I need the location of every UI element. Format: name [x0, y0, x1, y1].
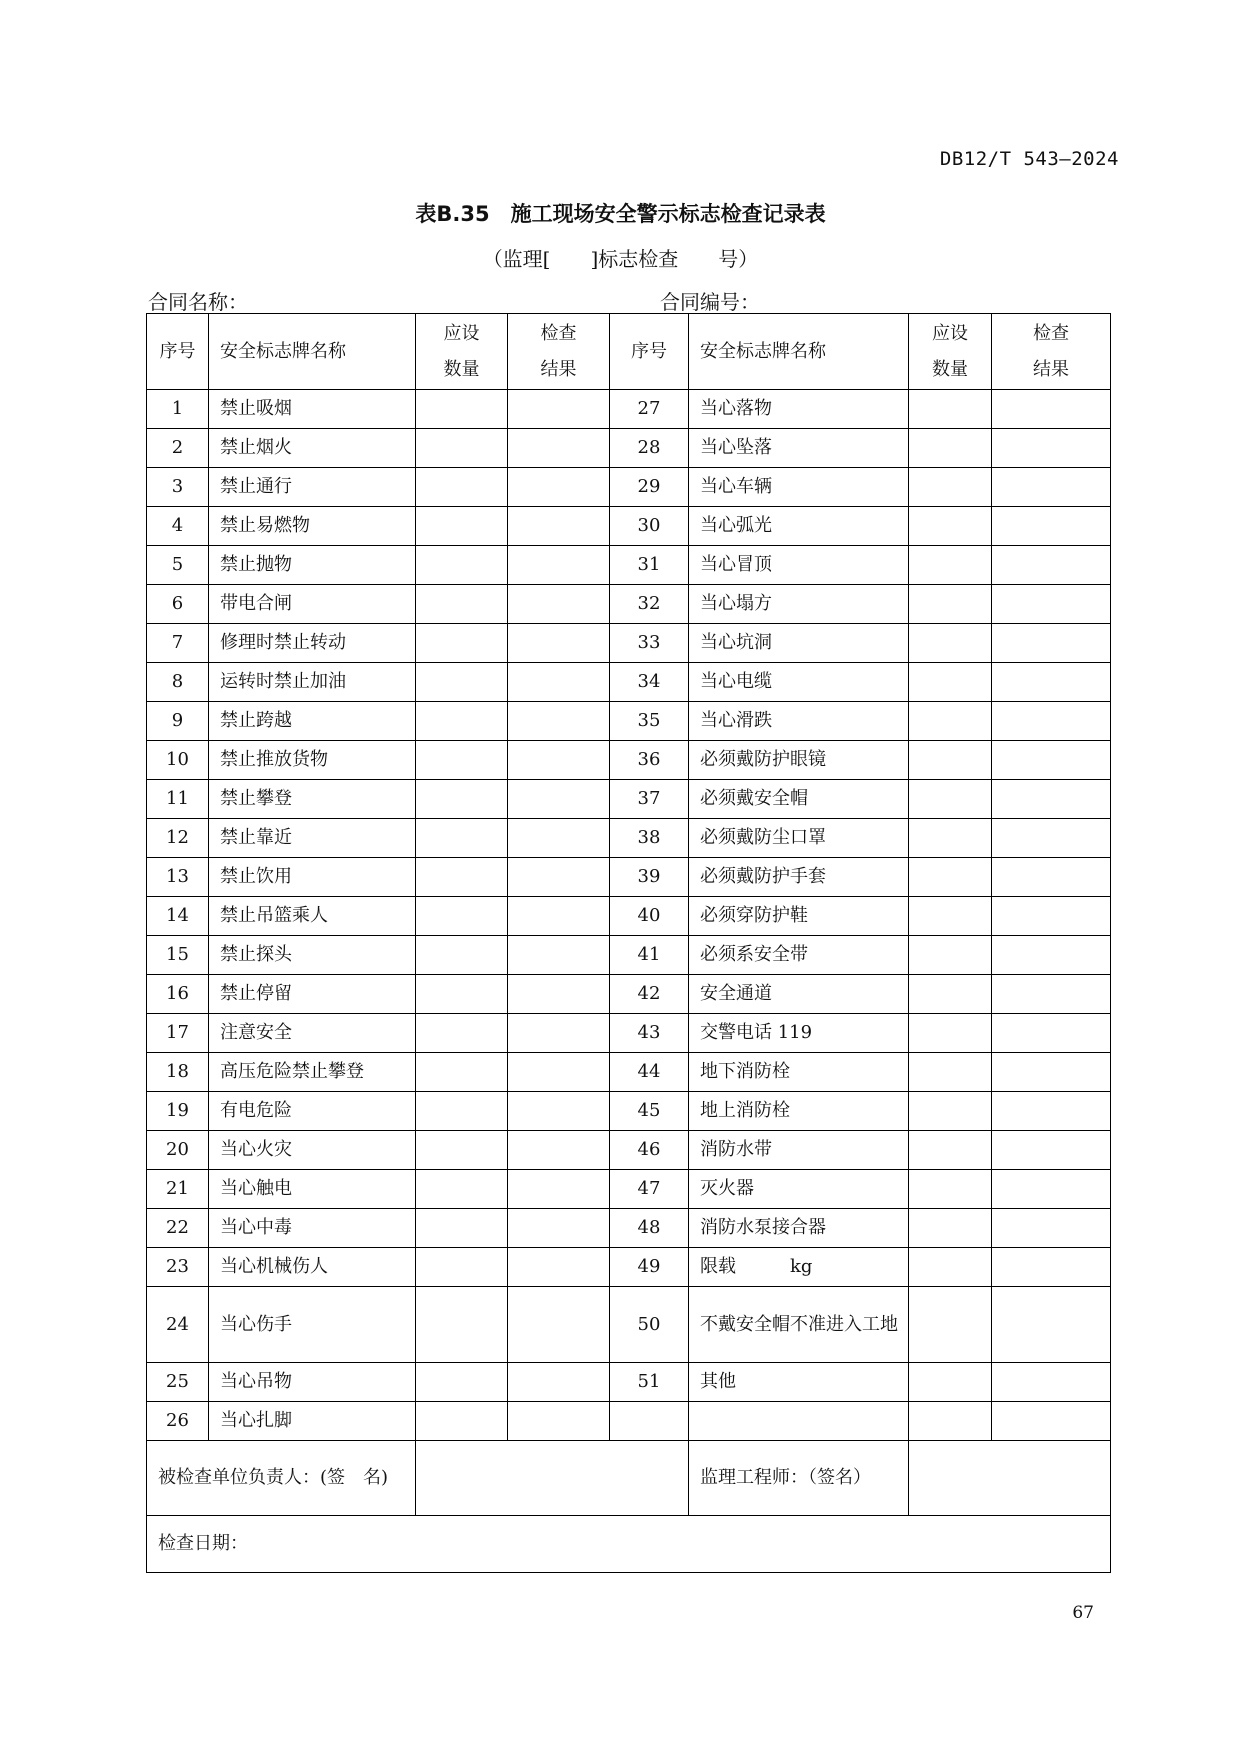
right-sign-name-cell: 当心塌方 — [689, 585, 909, 624]
left-seq-cell: 13 — [147, 858, 209, 897]
table-row — [147, 390, 1111, 429]
left-sign-name-cell: 当心中毒 — [209, 1209, 416, 1248]
left-seq-cell: 12 — [147, 819, 209, 858]
table-row — [147, 1402, 1111, 1441]
col-result-left — [508, 314, 610, 390]
left-quantity-cell[interactable] — [416, 468, 508, 507]
right-result-cell[interactable] — [992, 897, 1111, 936]
table-row — [147, 819, 1111, 858]
right-seq-cell: 29 — [610, 468, 689, 507]
left-result-cell[interactable] — [508, 663, 610, 702]
left-quantity-cell[interactable] — [416, 1014, 508, 1053]
left-sign-name-cell: 当心火灾 — [209, 1131, 416, 1170]
left-quantity-cell[interactable] — [416, 1092, 508, 1131]
right-quantity-cell[interactable] — [909, 507, 992, 546]
right-sign-name-cell: 必须戴安全帽 — [689, 780, 909, 819]
table-subtitle: （监理[ ]标志检查 号） — [482, 247, 759, 271]
left-result-cell[interactable] — [508, 1287, 610, 1363]
right-quantity-cell[interactable] — [909, 585, 992, 624]
table-title: 表B.35 施工现场安全警示标志检查记录表 — [415, 202, 826, 226]
left-sign-name-cell: 禁止烟火 — [209, 429, 416, 468]
left-seq-cell: 20 — [147, 1131, 209, 1170]
right-seq-cell — [610, 1402, 689, 1441]
right-quantity-cell[interactable] — [909, 429, 992, 468]
right-result-cell[interactable] — [992, 429, 1111, 468]
left-result-cell[interactable] — [508, 702, 610, 741]
right-result-cell[interactable] — [992, 663, 1111, 702]
left-result-cell[interactable] — [508, 390, 610, 429]
table-row — [147, 1131, 1111, 1170]
right-sign-name-cell: 必须穿防护鞋 — [689, 897, 909, 936]
signature-row — [147, 1441, 1111, 1516]
right-result-cell[interactable] — [992, 702, 1111, 741]
right-quantity-cell[interactable] — [909, 546, 992, 585]
right-quantity-cell[interactable] — [909, 897, 992, 936]
left-sign-name-cell: 当心触电 — [209, 1170, 416, 1209]
left-result-cell[interactable] — [508, 858, 610, 897]
left-result-cell[interactable] — [508, 780, 610, 819]
right-result-cell[interactable] — [992, 819, 1111, 858]
right-seq-cell: 35 — [610, 702, 689, 741]
left-quantity-cell[interactable] — [416, 858, 508, 897]
left-seq-cell: 2 — [147, 429, 209, 468]
left-seq-cell: 10 — [147, 741, 209, 780]
right-quantity-cell[interactable] — [909, 1209, 992, 1248]
table-row — [147, 858, 1111, 897]
left-result-cell[interactable] — [508, 1131, 610, 1170]
right-quantity-cell[interactable] — [909, 1131, 992, 1170]
right-quantity-cell[interactable] — [909, 1170, 992, 1209]
left-sign-name-cell: 禁止探头 — [209, 936, 416, 975]
left-result-cell[interactable] — [508, 546, 610, 585]
right-quantity-cell[interactable] — [909, 1287, 992, 1363]
table-row — [147, 429, 1111, 468]
table-row — [147, 468, 1111, 507]
col-result-right-line1: 检查 — [1033, 322, 1069, 344]
right-sign-name-cell: 必须戴防护眼镜 — [689, 741, 909, 780]
left-quantity-cell[interactable] — [416, 624, 508, 663]
right-result-cell[interactable] — [992, 468, 1111, 507]
left-sign-name-cell: 禁止靠近 — [209, 819, 416, 858]
right-seq-cell: 43 — [610, 1014, 689, 1053]
left-seq-cell: 9 — [147, 702, 209, 741]
left-seq-cell: 19 — [147, 1092, 209, 1131]
right-result-cell[interactable] — [992, 1092, 1111, 1131]
left-quantity-cell[interactable] — [416, 1363, 508, 1402]
right-quantity-cell[interactable] — [909, 624, 992, 663]
right-seq-cell: 45 — [610, 1092, 689, 1131]
right-result-cell[interactable] — [992, 546, 1111, 585]
table-row — [147, 1053, 1111, 1092]
table-row — [147, 624, 1111, 663]
right-seq-cell: 38 — [610, 819, 689, 858]
table-row — [147, 1209, 1111, 1248]
left-seq-cell: 26 — [147, 1402, 209, 1441]
left-seq-cell: 24 — [147, 1287, 209, 1363]
table-row — [147, 546, 1111, 585]
left-result-cell[interactable] — [508, 1363, 610, 1402]
right-quantity-cell[interactable] — [909, 1363, 992, 1402]
left-sign-name-cell: 运转时禁止加油 — [209, 663, 416, 702]
right-result-cell[interactable] — [992, 1014, 1111, 1053]
right-quantity-cell[interactable] — [909, 780, 992, 819]
left-seq-cell: 16 — [147, 975, 209, 1014]
right-quantity-cell[interactable] — [909, 663, 992, 702]
left-result-cell[interactable] — [508, 624, 610, 663]
right-sign-name-cell: 当心弧光 — [689, 507, 909, 546]
left-quantity-cell[interactable] — [416, 1131, 508, 1170]
left-result-cell[interactable] — [508, 1209, 610, 1248]
inspection-table — [146, 313, 1111, 1573]
left-quantity-cell[interactable] — [416, 1170, 508, 1209]
left-seq-cell: 5 — [147, 546, 209, 585]
left-quantity-cell[interactable] — [416, 1287, 508, 1363]
col-seq-right: 序号 — [610, 314, 689, 390]
left-quantity-cell[interactable] — [416, 1248, 508, 1287]
left-seq-cell: 6 — [147, 585, 209, 624]
right-sign-name-cell — [689, 1402, 909, 1441]
left-seq-cell: 1 — [147, 390, 209, 429]
right-result-cell[interactable] — [992, 1402, 1111, 1441]
right-result-cell[interactable] — [992, 1287, 1111, 1363]
left-sign-name-cell: 有电危险 — [209, 1092, 416, 1131]
right-result-cell[interactable] — [992, 975, 1111, 1014]
left-seq-cell: 25 — [147, 1363, 209, 1402]
right-quantity-cell[interactable] — [909, 1053, 992, 1092]
left-sign-name-cell: 高压危险禁止攀登 — [209, 1053, 416, 1092]
date-row — [147, 1516, 1111, 1573]
right-result-cell[interactable] — [992, 858, 1111, 897]
left-result-cell[interactable] — [508, 1092, 610, 1131]
left-result-cell[interactable] — [508, 507, 610, 546]
right-result-cell[interactable] — [992, 585, 1111, 624]
left-result-cell[interactable] — [508, 1053, 610, 1092]
right-quantity-cell[interactable] — [909, 1092, 992, 1131]
right-sign-name-cell: 当心冒顶 — [689, 546, 909, 585]
right-quantity-cell[interactable] — [909, 1248, 992, 1287]
right-sign-name-cell: 必须系安全带 — [689, 936, 909, 975]
right-seq-cell: 50 — [610, 1287, 689, 1363]
page-number: 67 — [1072, 1603, 1094, 1623]
table-row — [147, 507, 1111, 546]
contract-name-label: 合同名称： — [148, 290, 248, 314]
left-quantity-cell[interactable] — [416, 390, 508, 429]
right-seq-cell: 47 — [610, 1170, 689, 1209]
col-result-right — [992, 314, 1111, 390]
left-sign-name-cell: 禁止吊篮乘人 — [209, 897, 416, 936]
right-result-cell[interactable] — [992, 741, 1111, 780]
left-seq-cell: 4 — [147, 507, 209, 546]
right-result-cell[interactable] — [992, 624, 1111, 663]
table-row — [147, 780, 1111, 819]
right-result-cell[interactable] — [992, 1170, 1111, 1209]
right-seq-cell: 28 — [610, 429, 689, 468]
col-result-left-line1: 检查 — [540, 322, 577, 344]
right-result-cell[interactable] — [992, 390, 1111, 429]
right-sign-name-cell: 限载 kg — [689, 1248, 909, 1287]
right-result-cell[interactable] — [992, 507, 1111, 546]
left-quantity-cell[interactable] — [416, 1402, 508, 1441]
col-qty-left — [416, 314, 508, 390]
col-seq-left: 序号 — [147, 314, 209, 390]
left-quantity-cell[interactable] — [416, 546, 508, 585]
right-result-cell[interactable] — [992, 1053, 1111, 1092]
right-result-cell[interactable] — [992, 1248, 1111, 1287]
col-qty-right-line1: 应设 — [932, 322, 968, 344]
right-seq-cell: 49 — [610, 1248, 689, 1287]
inspection-date-label: 检查日期： — [147, 1516, 1111, 1573]
col-qty-right — [909, 314, 992, 390]
left-seq-cell: 15 — [147, 936, 209, 975]
left-result-cell[interactable] — [508, 585, 610, 624]
right-seq-cell: 51 — [610, 1363, 689, 1402]
left-sign-name-cell: 禁止饮用 — [209, 858, 416, 897]
left-quantity-cell[interactable] — [416, 897, 508, 936]
col-qty-left-line2: 数量 — [443, 358, 480, 380]
left-seq-cell: 17 — [147, 1014, 209, 1053]
right-quantity-cell[interactable] — [909, 741, 992, 780]
right-result-cell[interactable] — [992, 1131, 1111, 1170]
right-seq-cell: 37 — [610, 780, 689, 819]
right-seq-cell: 33 — [610, 624, 689, 663]
right-sign-name-cell: 地上消防栓 — [689, 1092, 909, 1131]
table-row — [147, 1092, 1111, 1131]
table-row — [147, 702, 1111, 741]
contract-number-label: 合同编号： — [660, 290, 760, 314]
table-row — [147, 897, 1111, 936]
left-sign-name-cell: 禁止通行 — [209, 468, 416, 507]
left-seq-cell: 18 — [147, 1053, 209, 1092]
left-sign-name-cell: 修理时禁止转动 — [209, 624, 416, 663]
left-sign-name-cell: 禁止停留 — [209, 975, 416, 1014]
left-result-cell[interactable] — [508, 819, 610, 858]
right-seq-cell: 30 — [610, 507, 689, 546]
right-sign-name-cell: 交警电话 119 — [689, 1014, 909, 1053]
right-seq-cell: 40 — [610, 897, 689, 936]
col-qty-right-line2: 数量 — [932, 358, 968, 380]
inspected-unit-sign-field[interactable] — [416, 1441, 689, 1516]
right-sign-name-cell: 当心坠落 — [689, 429, 909, 468]
left-seq-cell: 11 — [147, 780, 209, 819]
left-result-cell[interactable] — [508, 468, 610, 507]
col-name-left: 安全标志牌名称 — [209, 314, 416, 390]
right-quantity-cell[interactable] — [909, 975, 992, 1014]
right-sign-name-cell: 地下消防栓 — [689, 1053, 909, 1092]
left-sign-name-cell: 当心机械伤人 — [209, 1248, 416, 1287]
table-row — [147, 585, 1111, 624]
right-seq-cell: 31 — [610, 546, 689, 585]
col-qty-left-line1: 应设 — [443, 322, 480, 344]
left-quantity-cell[interactable] — [416, 507, 508, 546]
table-row — [147, 1287, 1111, 1363]
left-quantity-cell[interactable] — [416, 741, 508, 780]
left-sign-name-cell: 禁止推放货物 — [209, 741, 416, 780]
right-sign-name-cell: 必须戴防尘口罩 — [689, 819, 909, 858]
left-result-cell[interactable] — [508, 741, 610, 780]
left-sign-name-cell: 注意安全 — [209, 1014, 416, 1053]
right-quantity-cell[interactable] — [909, 1402, 992, 1441]
right-sign-name-cell: 当心落物 — [689, 390, 909, 429]
right-seq-cell: 39 — [610, 858, 689, 897]
right-seq-cell: 32 — [610, 585, 689, 624]
right-result-cell[interactable] — [992, 780, 1111, 819]
right-sign-name-cell: 必须戴防护手套 — [689, 858, 909, 897]
left-sign-name-cell: 当心伤手 — [209, 1287, 416, 1363]
right-sign-name-cell: 安全通道 — [689, 975, 909, 1014]
right-result-cell[interactable] — [992, 1209, 1111, 1248]
left-quantity-cell[interactable] — [416, 1053, 508, 1092]
left-quantity-cell[interactable] — [416, 819, 508, 858]
right-sign-name-cell: 消防水泵接合器 — [689, 1209, 909, 1248]
standard-number: DB12/T 543—2024 — [939, 148, 1119, 170]
right-seq-cell: 46 — [610, 1131, 689, 1170]
left-result-cell[interactable] — [508, 1402, 610, 1441]
left-result-cell[interactable] — [508, 936, 610, 975]
left-result-cell[interactable] — [508, 1014, 610, 1053]
right-sign-name-cell: 消防水带 — [689, 1131, 909, 1170]
left-quantity-cell[interactable] — [416, 780, 508, 819]
left-quantity-cell[interactable] — [416, 663, 508, 702]
right-quantity-cell[interactable] — [909, 819, 992, 858]
right-seq-cell: 34 — [610, 663, 689, 702]
right-seq-cell: 27 — [610, 390, 689, 429]
right-sign-name-cell: 灭火器 — [689, 1170, 909, 1209]
left-quantity-cell[interactable] — [416, 936, 508, 975]
left-sign-name-cell: 禁止跨越 — [209, 702, 416, 741]
table-row — [147, 663, 1111, 702]
table-row — [147, 936, 1111, 975]
left-sign-name-cell: 当心扎脚 — [209, 1402, 416, 1441]
left-seq-cell: 14 — [147, 897, 209, 936]
left-seq-cell: 8 — [147, 663, 209, 702]
left-result-cell[interactable] — [508, 429, 610, 468]
col-result-left-line2: 结果 — [540, 358, 577, 380]
supervisor-sign-field[interactable] — [909, 1441, 1111, 1516]
table-row — [147, 741, 1111, 780]
right-quantity-cell[interactable] — [909, 390, 992, 429]
left-sign-name-cell: 禁止易燃物 — [209, 507, 416, 546]
right-quantity-cell[interactable] — [909, 468, 992, 507]
right-quantity-cell[interactable] — [909, 1014, 992, 1053]
inspected-unit-sign-label: 被检查单位负责人：(签 名) — [147, 1441, 416, 1516]
table-row — [147, 1248, 1111, 1287]
table-row — [147, 975, 1111, 1014]
right-quantity-cell[interactable] — [909, 936, 992, 975]
left-seq-cell: 22 — [147, 1209, 209, 1248]
right-result-cell[interactable] — [992, 1363, 1111, 1402]
left-quantity-cell[interactable] — [416, 702, 508, 741]
right-sign-name-cell: 当心坑洞 — [689, 624, 909, 663]
left-result-cell[interactable] — [508, 975, 610, 1014]
col-result-right-line2: 结果 — [1033, 358, 1069, 380]
table-row — [147, 1170, 1111, 1209]
left-result-cell[interactable] — [508, 1248, 610, 1287]
right-quantity-cell[interactable] — [909, 702, 992, 741]
right-quantity-cell[interactable] — [909, 858, 992, 897]
left-seq-cell: 7 — [147, 624, 209, 663]
right-seq-cell: 36 — [610, 741, 689, 780]
left-quantity-cell[interactable] — [416, 429, 508, 468]
left-quantity-cell[interactable] — [416, 585, 508, 624]
right-seq-cell: 48 — [610, 1209, 689, 1248]
left-sign-name-cell: 禁止攀登 — [209, 780, 416, 819]
right-result-cell[interactable] — [992, 936, 1111, 975]
left-seq-cell: 23 — [147, 1248, 209, 1287]
right-seq-cell: 42 — [610, 975, 689, 1014]
left-sign-name-cell: 禁止吸烟 — [209, 390, 416, 429]
left-sign-name-cell: 带电合闸 — [209, 585, 416, 624]
right-sign-name-cell: 不戴安全帽不准进入工地 — [689, 1287, 909, 1363]
right-sign-name-cell: 当心滑跌 — [689, 702, 909, 741]
right-sign-name-cell: 当心车辆 — [689, 468, 909, 507]
left-sign-name-cell: 禁止抛物 — [209, 546, 416, 585]
right-seq-cell: 44 — [610, 1053, 689, 1092]
left-result-cell[interactable] — [508, 1170, 610, 1209]
right-sign-name-cell: 当心电缆 — [689, 663, 909, 702]
left-quantity-cell[interactable] — [416, 975, 508, 1014]
col-name-right: 安全标志牌名称 — [689, 314, 909, 390]
supervisor-sign-label: 监理工程师：（签名） — [689, 1441, 909, 1516]
left-quantity-cell[interactable] — [416, 1209, 508, 1248]
right-sign-name-cell: 其他 — [689, 1363, 909, 1402]
header-row — [147, 314, 1111, 390]
table-row — [147, 1014, 1111, 1053]
left-result-cell[interactable] — [508, 897, 610, 936]
left-seq-cell: 3 — [147, 468, 209, 507]
left-sign-name-cell: 当心吊物 — [209, 1363, 416, 1402]
right-seq-cell: 41 — [610, 936, 689, 975]
left-seq-cell: 21 — [147, 1170, 209, 1209]
table-row — [147, 1363, 1111, 1402]
